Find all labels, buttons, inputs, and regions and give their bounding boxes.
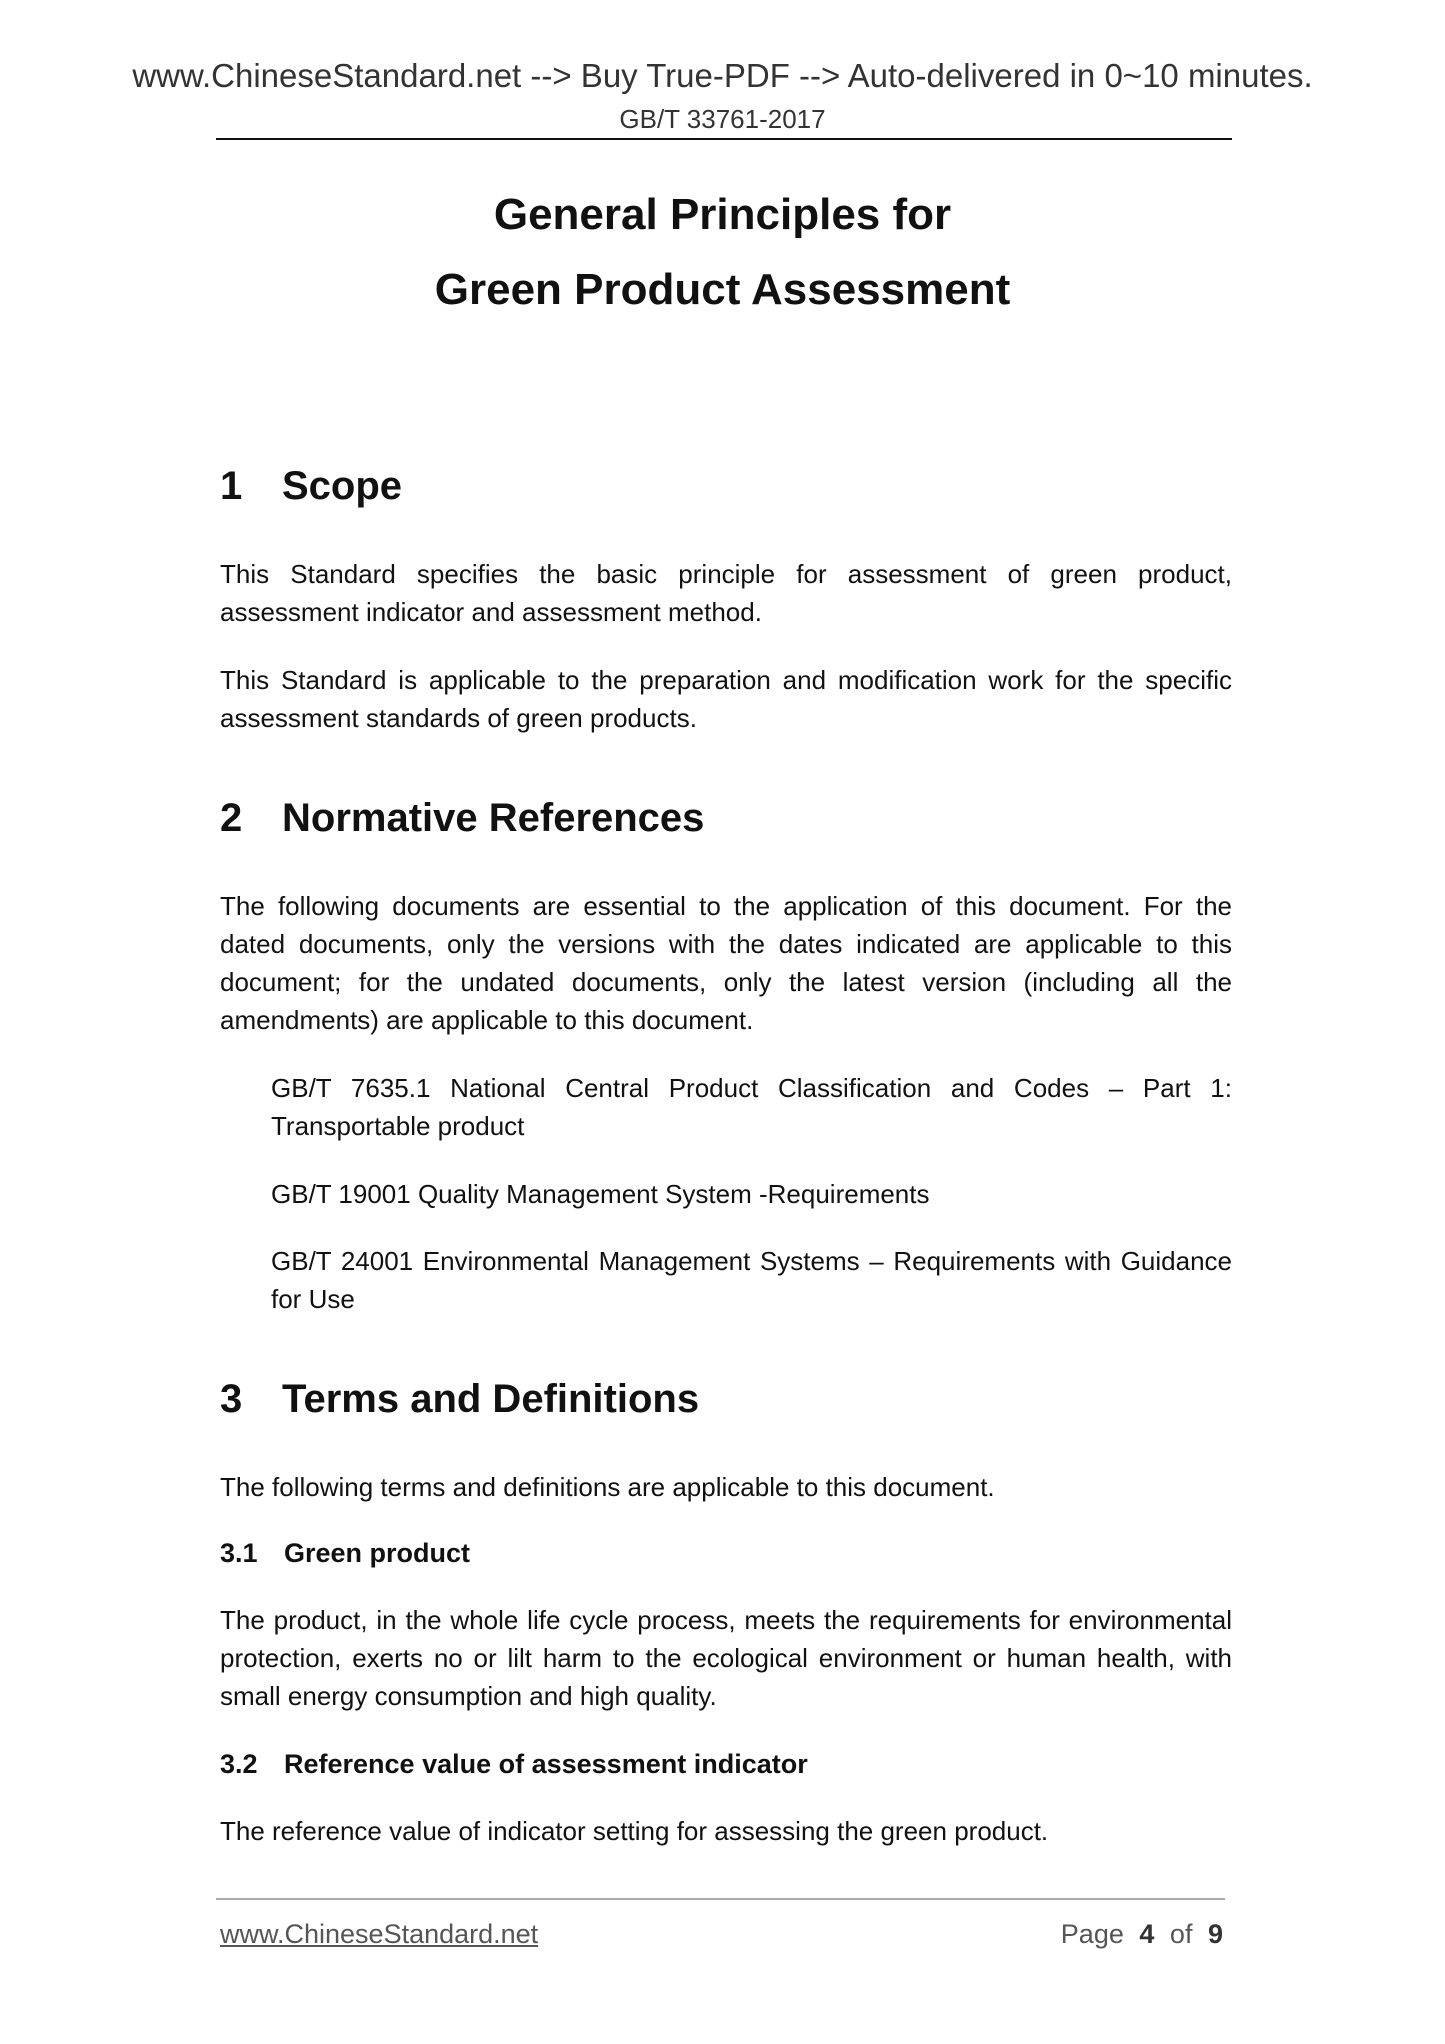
footer-site-link[interactable]: www.ChineseStandard.net: [220, 1919, 539, 1949]
subsection-number: 3.1: [220, 1538, 258, 1568]
total-pages-number: 9: [1207, 1919, 1223, 1949]
section-number: 3: [220, 1377, 243, 1421]
doc-title-line1: General Principles for: [493, 190, 952, 239]
section-title: Normative References: [282, 796, 705, 840]
section-title: Scope: [282, 464, 403, 508]
section-title: Terms and Definitions: [282, 1377, 700, 1421]
current-page-number: 4: [1139, 1919, 1155, 1949]
page-of-label: of: [1169, 1919, 1193, 1949]
section-3-heading: [220, 1376, 1232, 1422]
reference-item: GB/T 19001 Quality Management System -Requirements: [271, 1179, 930, 1209]
subsection-number: 3.2: [220, 1749, 258, 1779]
reference-value-definition: The reference value of indicator setting for assessing the green product.: [220, 1816, 1049, 1846]
footer-divider: [216, 1898, 1225, 1900]
green-product-definition: The product, in the whole life cycle process, meets the requirements for environmental protection, exerts no or lilt harm to the ecological environment or human health, with small energy consumption and high quality.: [220, 1605, 1232, 1711]
subsection-title: Green product: [284, 1538, 471, 1568]
header-ad-line: www.ChineseStandard.net --> Buy True-PDF --> Auto-delivered in 0~10 minutes.: [132, 57, 1313, 94]
section-2-heading: [220, 795, 1232, 841]
subsection-3-2-heading: [220, 1748, 1232, 1780]
page-label: Page: [1060, 1919, 1124, 1949]
section-number: 1: [220, 464, 243, 508]
reference-item: GB/T 24001 Environmental Management Systems – Requirements with Guidance for Use: [271, 1246, 1232, 1314]
subsection-title: Reference value of assessment indicator: [284, 1749, 808, 1779]
section-1-heading: [220, 463, 1232, 509]
page-indicator: [1061, 1918, 1223, 1950]
scope-paragraph-1: This Standard specifies the basic principle for assessment of green product, assessment indicator and assessment method.: [220, 559, 1232, 627]
header-divider: [216, 138, 1232, 140]
references-intro-paragraph: The following documents are essential to the application of this document. For the dated documents, only the versions with the dates indicated are applicable to this document; for the undated documents, only the latest version (including all the amendments) are applicable to this document.: [220, 891, 1232, 1035]
reference-item: GB/T 7635.1 National Central Product Classification and Codes – Part 1: Transportable product: [271, 1073, 1232, 1141]
terms-intro-paragraph: The following terms and definitions are applicable to this document.: [220, 1472, 995, 1502]
doc-title-line2: Green Product Assessment: [434, 265, 1011, 314]
header-doc-code: GB/T 33761-2017: [619, 104, 826, 134]
section-number: 2: [220, 796, 243, 840]
scope-paragraph-2: This Standard is applicable to the preparation and modification work for the specific assessment standards of green products.: [220, 665, 1232, 733]
subsection-3-1-heading: [220, 1537, 1232, 1569]
